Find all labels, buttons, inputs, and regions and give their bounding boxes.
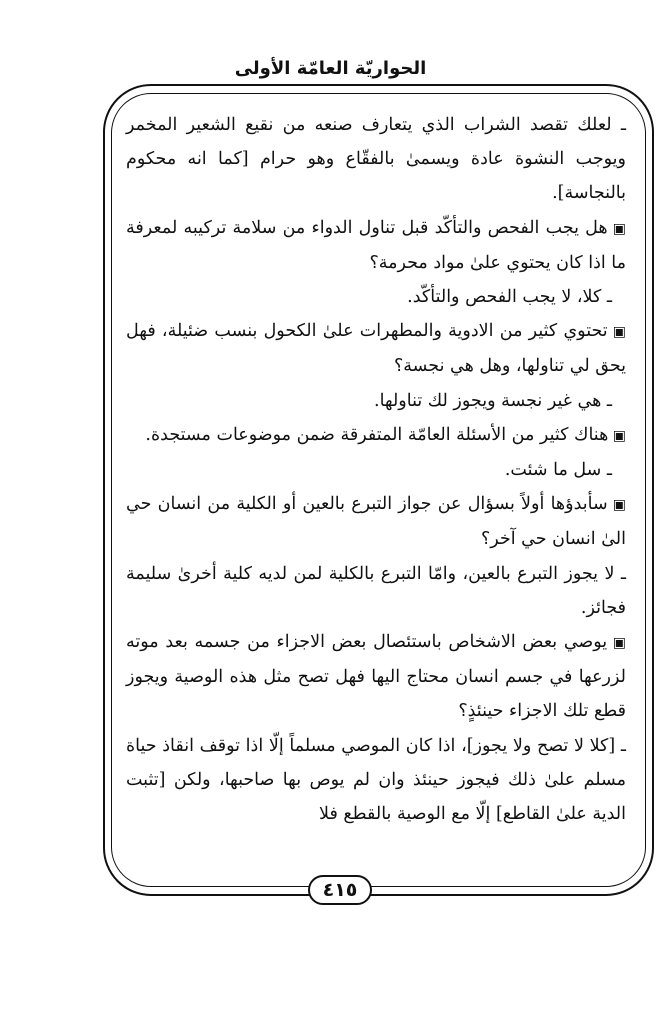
answer-paragraph: ـ [كلا لا تصح ولا يجوز]، اذا كان الموصي مسلماً إلّا اذا توقف انقاذ حياة مسلم علىٰ ذلك فيجوز حينئذ وان لم يوص بها صاحبها، ولكن [تثبت الدية علىٰ القاطع] إلّا مع الوصية بالقطع فلا xyxy=(126,735,626,825)
answer-paragraph: ـ لعلك تقصد الشراب الذي يتعارف صنعه من نقيع الشعير المخمر ويوجب النشوة عادة ويسمىٰ بالفقّاع وهو حرام [كما انه محكوم بالنجاسة]. xyxy=(126,115,626,204)
page-body xyxy=(126,108,626,831)
question-paragraph: ▣ يوصي بعض الاشخاص باستئصال بعض الاجزاء من جسمه بعد موته لزرعها في جسم انسان محتاج اليها فهل تصح مثل هذه الوصية ويجوز قطع تلك الاجزاء حينئذٍ؟ xyxy=(126,625,626,729)
question-paragraph: ▣ هناك كثير من الأسئلة العامّة المتفرقة ضمن موضوعات مستجدة. xyxy=(126,418,626,453)
question-paragraph: ▣ تحتوي كثير من الادوية والمطهرات علىٰ الكحول بنسب ضئيلة، فهل يحق لي تناولها، وهل هي نجسة؟ xyxy=(126,314,626,383)
answer-paragraph: ـ لا يجوز التبرع بالعين، وامّا التبرع بالكلية لمن لديه كلية أخرىٰ سليمة فجائز. xyxy=(126,563,626,618)
question-paragraph: ▣ هل يجب الفحص والتأكّد قبل تناول الدواء من سلامة تركيبه لمعرفة ما اذا كان يحتوي علىٰ مواد محرمة؟ xyxy=(126,211,626,280)
answer-paragraph: ـ كلا، لا يجب الفحص والتأكّد. xyxy=(407,287,612,308)
running-header: الحواريّة العامّة الأولى xyxy=(234,58,427,79)
answer-paragraph: ـ سل ما شئت. xyxy=(504,460,612,481)
answer-paragraph: ـ هي غير نجسة ويجوز لك تناولها. xyxy=(374,390,612,411)
page-number: ٤١٥ xyxy=(308,875,372,905)
question-paragraph: ▣ سأبدؤها أولاً بسؤال عن جواز التبرع بالعين أو الكلية من انسان حي الىٰ انسان حي آخر؟ xyxy=(126,487,626,556)
